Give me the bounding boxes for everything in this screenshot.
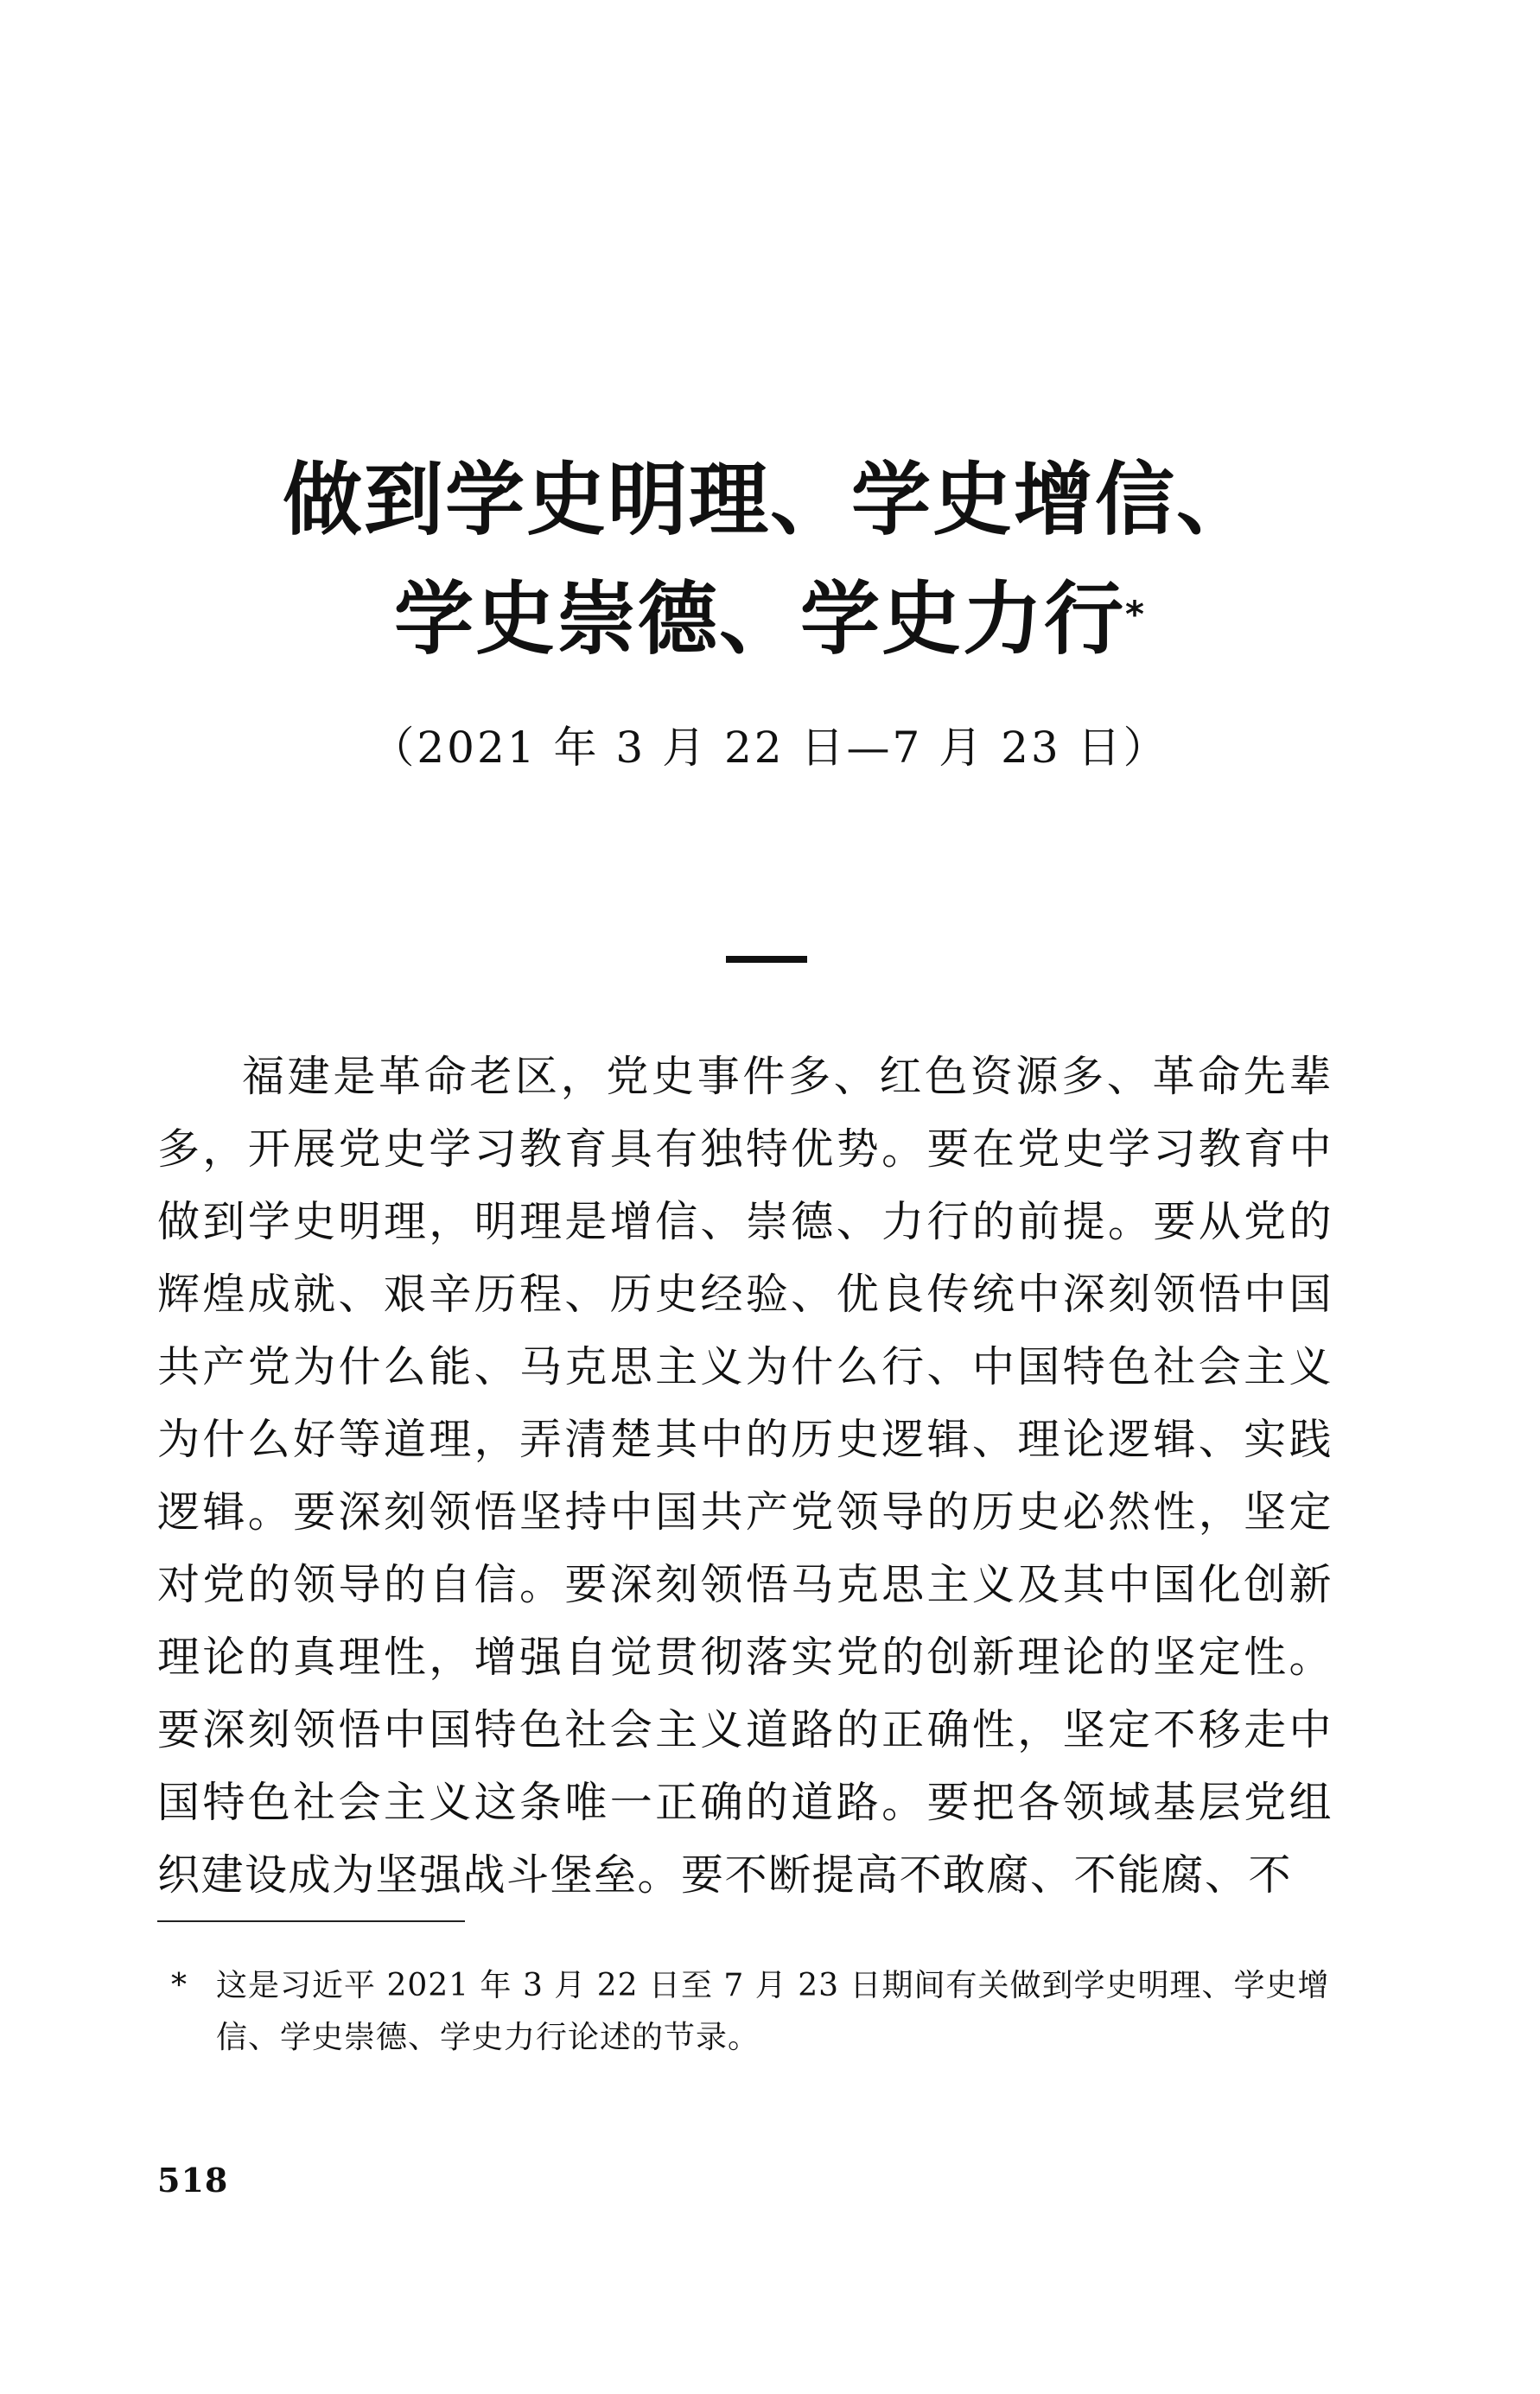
footnote-text: 这是习近平 2021 年 3 月 22 日至 7 月 23 日期间有关做到学史明理、学史增信、学史崇德、学史力行论述的节录。 xyxy=(216,1968,1330,2055)
title-line-1: 做到学史明理、学史增信、 xyxy=(282,454,1257,546)
title-line-2-text: 学史崇德、学史力行 xyxy=(394,573,1126,665)
page-number: 518 xyxy=(157,2161,229,2200)
footnote-mark: * xyxy=(171,1968,188,2003)
page-title xyxy=(0,441,1540,679)
footnote xyxy=(171,1960,1333,2064)
title-footnote-mark: * xyxy=(1125,593,1146,635)
body-paragraph: 福建是革命老区，党史事件多、红色资源多、革命先辈多，开展党史学习教育具有独特优势。要在党史学习教育中做到学史明理，明理是增信、崇德、力行的前提。要从党的辉煌成就、艰辛历程、历史经验、优良传统中深刻领悟中国共产党为什么能、马克思主义为什么行、中国特色社会主义为什么好等道理，弄清楚其中的历史逻辑、理论逻辑、实践逻辑。要深刻领悟坚持中国共产党领导的历史必然性，坚定对党的领导的自信。要深刻领悟马克思主义及其中国化创新理论的真理性，增强自觉贯彻落实党的创新理论的坚定性。要深刻领悟中国特色社会主义道路的正确性，坚定不移走中国特色社会主义这条唯一正确的道路。要把各领域基层党组织建设成为坚强战斗堡垒。要不断提高不敢腐、不能腐、不 xyxy=(157,1052,1333,1900)
title-line-2 xyxy=(0,560,1540,679)
date-range: （2021 年 3 月 22 日—7 月 23 日） xyxy=(371,723,1169,773)
section-number-one xyxy=(726,956,807,963)
footnote-divider xyxy=(157,1920,465,1922)
